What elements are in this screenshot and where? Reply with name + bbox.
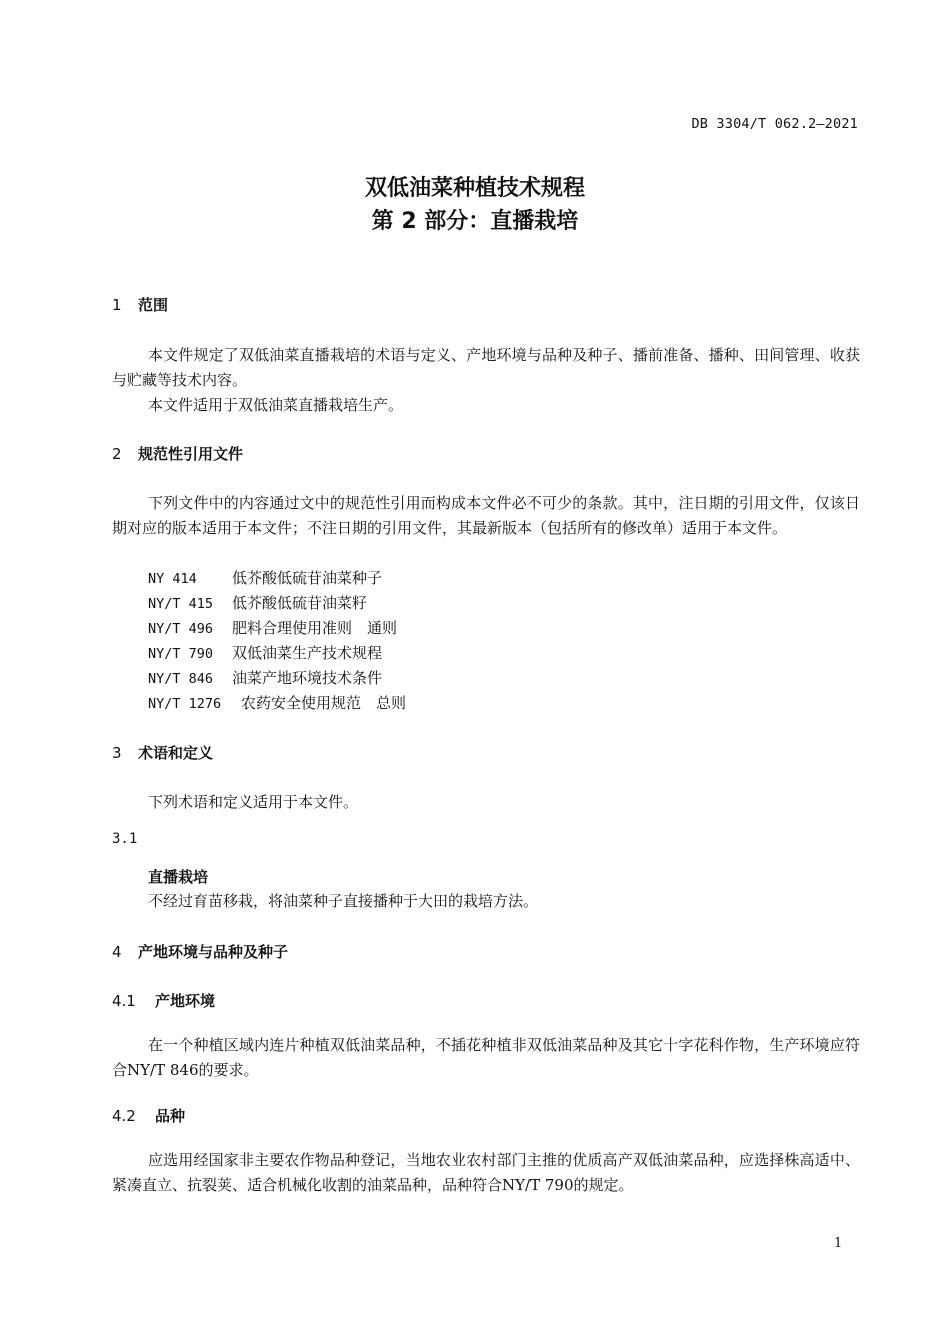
section-number: 2 [112, 445, 122, 463]
reference-item [148, 616, 397, 642]
section-2-paragraph-1: 下列文件中的内容通过文中的规范性引用而构成本文件必不可少的条款。其中，注日期的引用文件，仅该日期对应的版本适用于本文件；不注日期的引用文件，其最新版本（包括所有的修改单）适用于本文件。 [112, 494, 860, 537]
subsection-4-2-paragraph: 应选用经国家非主要农作物品种登记，当地农业农村部门主推的优质高产双低油菜品种，应选择株高适中、紧凑直立、抗裂荚、适合机械化收割的油菜品种，品种符合NY/T 790的规定。 [112, 1151, 860, 1194]
section-number: 3 [112, 744, 122, 762]
section-1-paragraph-1: 本文件规定了双低油菜直播栽培的术语与定义、产地环境与品种及种子、播前准备、播种、田间管理、收获与贮藏等技术内容。 [112, 346, 860, 389]
section-title: 规范性引用文件 [138, 445, 244, 463]
term-heading: 直播栽培 [148, 868, 209, 886]
title-line-2: 第 2 部分：直播栽培 [371, 209, 579, 234]
subsection-number: 4.1 [112, 992, 136, 1010]
term-definition: 不经过育苗移栽，将油菜种子直接播种于大田的栽培方法。 [148, 892, 539, 910]
reference-code: NY/T 415 [148, 596, 214, 612]
section-3-heading [112, 742, 213, 763]
section-4-heading [112, 941, 288, 962]
section-2-heading [112, 443, 243, 464]
reference-title: 农药安全使用规范 总则 [241, 694, 407, 712]
section-number: 1 [112, 296, 122, 314]
reference-title: 肥料合理使用准则 通则 [232, 619, 398, 637]
subsection-title: 品种 [155, 1107, 186, 1125]
reference-item [148, 641, 382, 667]
reference-code: NY 414 [148, 571, 197, 587]
reference-code: NY/T 1276 [148, 696, 222, 712]
document-title [0, 172, 950, 238]
title-line-1: 双低油菜种植技术规程 [364, 176, 585, 201]
reference-code: NY/T 846 [148, 671, 214, 687]
section-title: 产地环境与品种及种子 [138, 943, 289, 961]
reference-code: NY/T 496 [148, 621, 214, 637]
section-number: 4 [112, 943, 122, 961]
reference-code: NY/T 790 [148, 646, 214, 662]
reference-item [148, 566, 382, 592]
reference-title: 低芥酸低硫苷油菜种子 [232, 569, 383, 587]
section-3-paragraph-1: 下列术语和定义适用于本文件。 [148, 793, 359, 811]
reference-item [148, 591, 367, 617]
section-title: 术语和定义 [138, 744, 214, 762]
subsection-4-1-paragraph: 在一个种植区域内连片种植双低油菜品种，不插花种植非双低油菜品种及其它十字花科作物，生产环境应符合NY/T 846的要求。 [112, 1036, 860, 1079]
section-title: 范围 [138, 296, 169, 314]
subsection-4-1-heading [112, 990, 215, 1011]
section-1-heading [112, 294, 168, 315]
page-number: 1 [834, 1236, 843, 1251]
reference-title: 低芥酸低硫苷油菜籽 [232, 594, 368, 612]
subsection-title: 产地环境 [155, 992, 216, 1010]
reference-item [148, 666, 382, 692]
section-1-paragraph-2: 本文件适用于双低油菜直播栽培生产。 [148, 396, 404, 414]
subsection-4-2-heading [112, 1105, 185, 1126]
clause-number: 3.1 [112, 831, 138, 847]
document-code: DB 3304/T 062.2—2021 [691, 116, 858, 132]
subsection-number: 4.2 [112, 1107, 136, 1125]
reference-item [148, 691, 406, 717]
reference-title: 油菜产地环境技术条件 [232, 669, 383, 687]
reference-title: 双低油菜生产技术规程 [232, 644, 383, 662]
